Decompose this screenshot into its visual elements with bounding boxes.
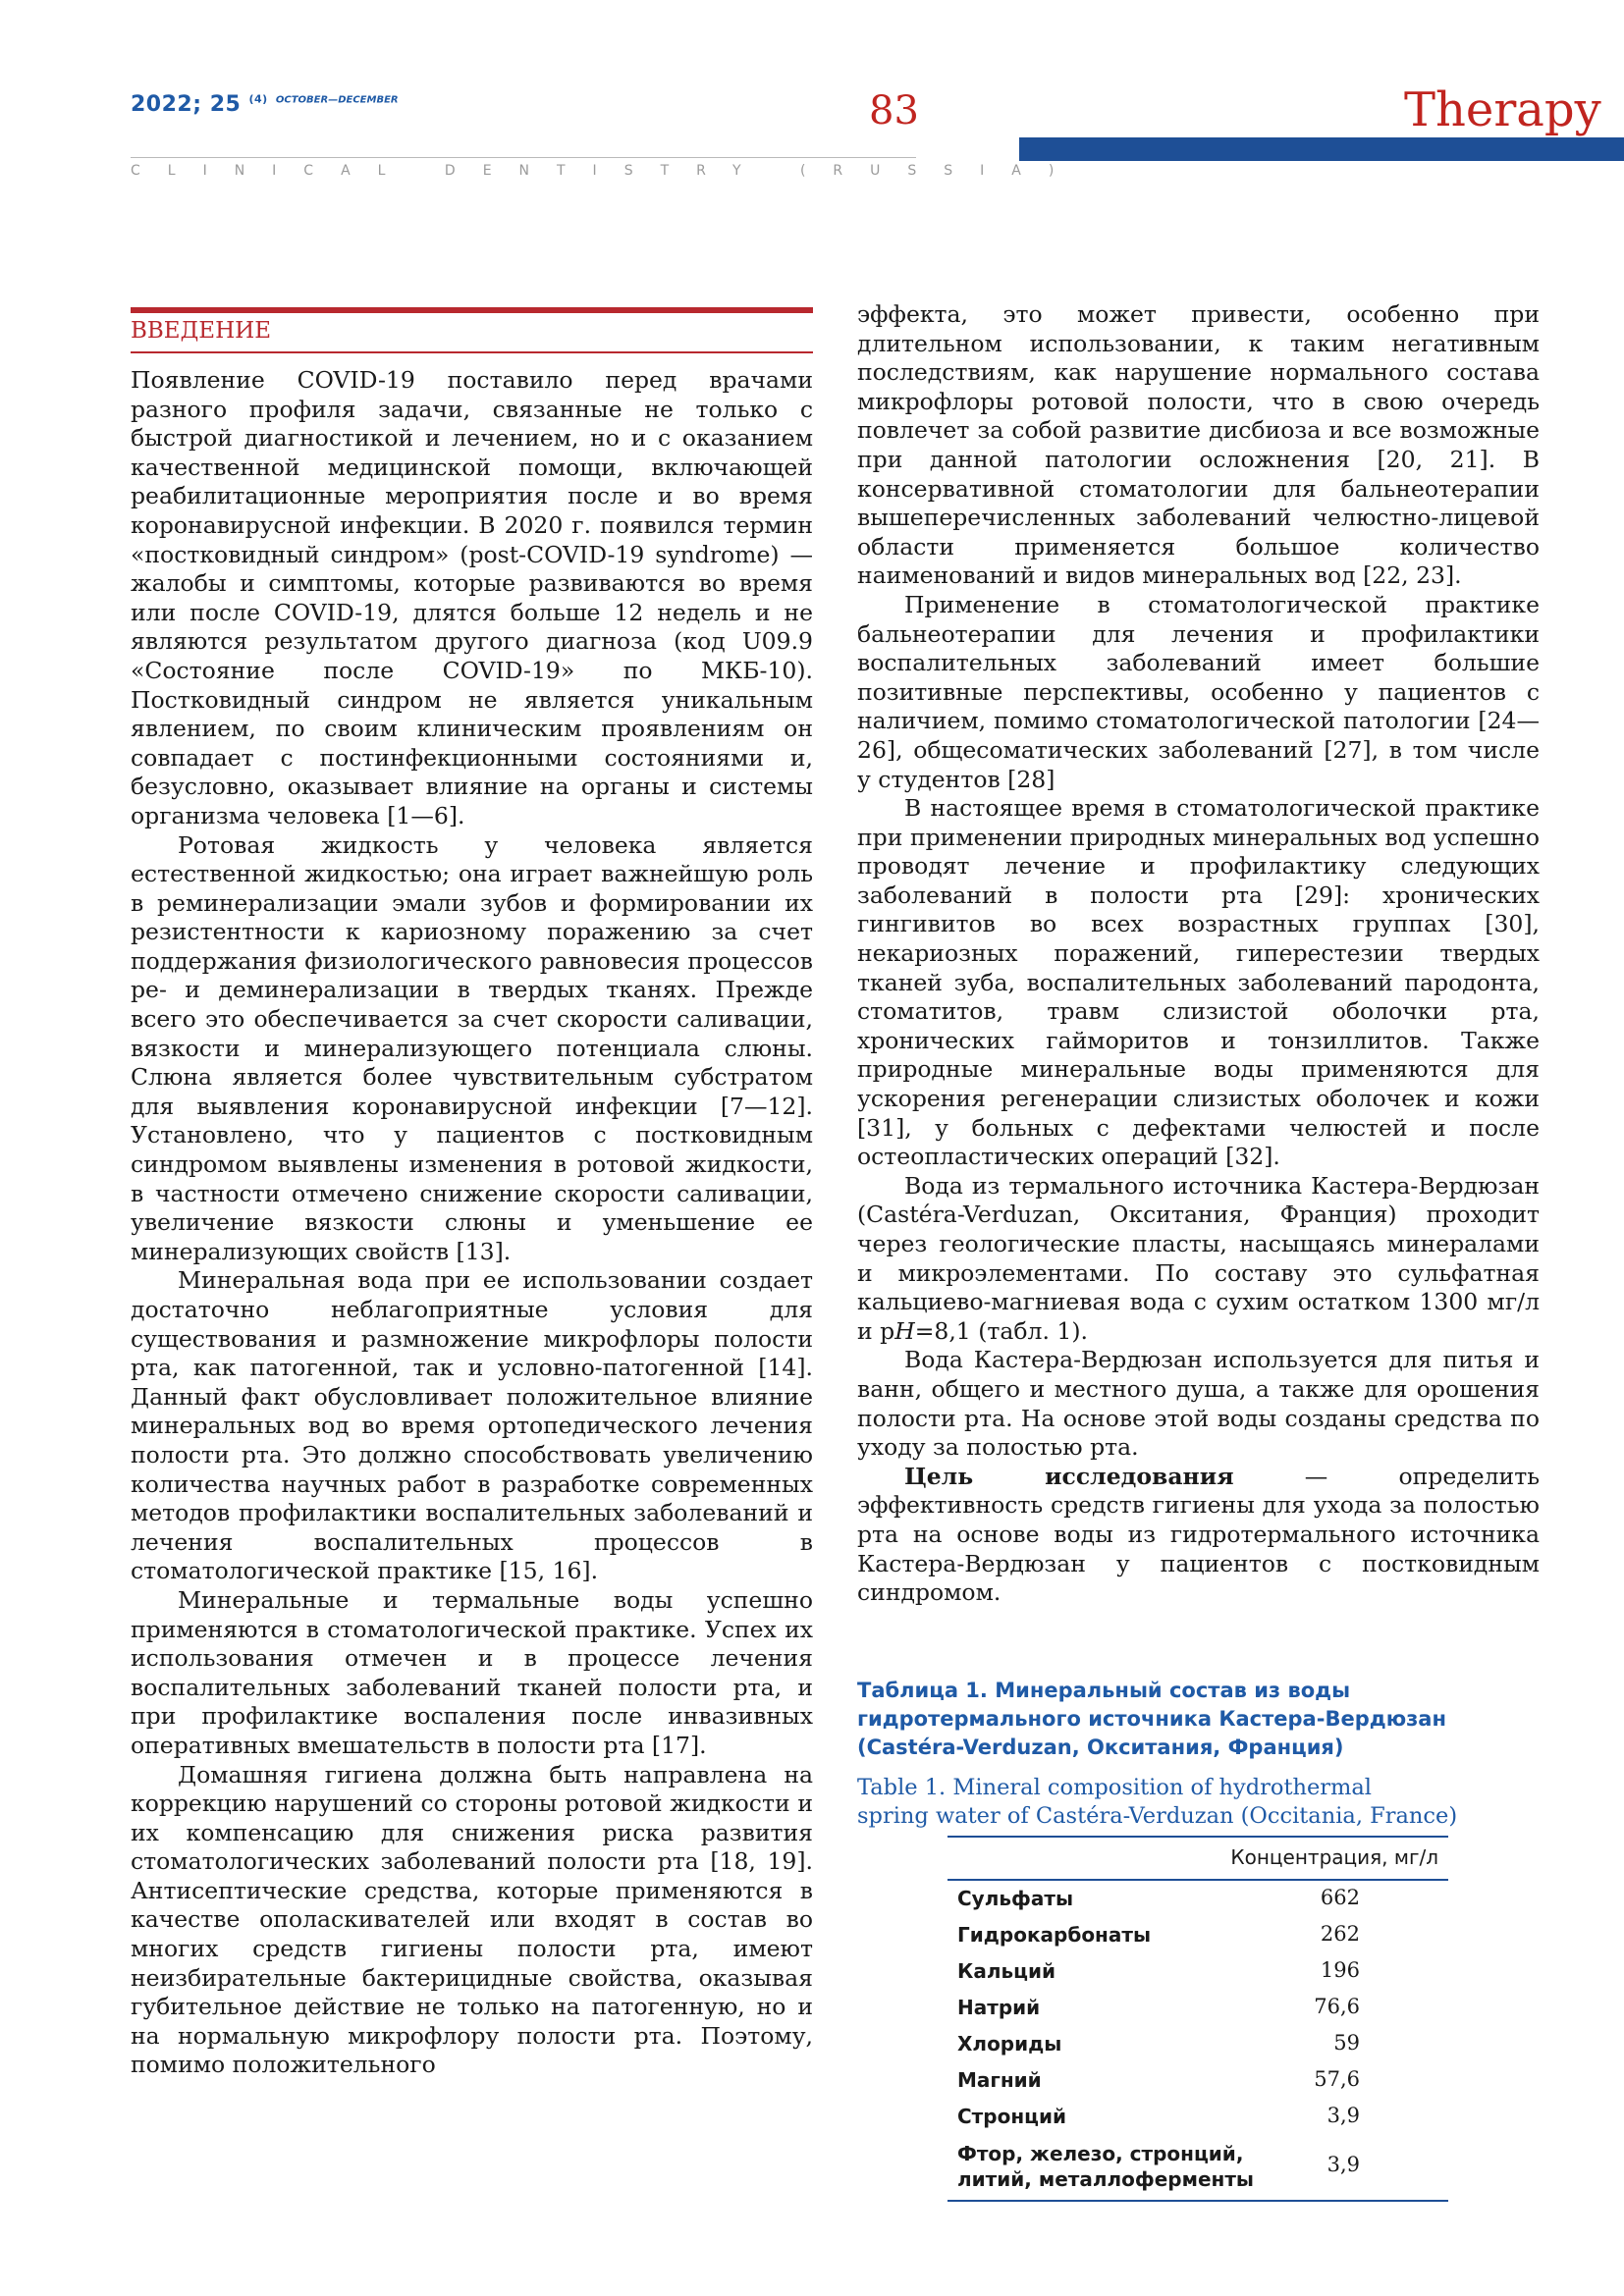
row-value: 76,6: [1314, 1995, 1360, 2018]
paragraph: Домашняя гигиена должна быть направлена на коррекцию нарушений со стороны ротовой жидкости и их компенсацию для снижения риска развития стоматологических заболеваний полости рта [18, 19]. Антисептические средства, которые применяются в качестве ополаскивателей или входят в состав во многих средств гигиены полости рта, имеют неизбирательные бактерицидные свойства, оказывая губительное действие не только на патогенную, но и на нормальную микрофлору полости рта. Поэтому, помимо положительного: [131, 1760, 813, 2079]
paragraph: Ротовая жидкость у человека является естественной жидкостью; она играет важнейшую роль в реминерализации эмали зубов и формировании их резистентности к кариозному поражению за счет поддержания физиологического равновесия процессов ре- и деминерализации в твердых тканях. Прежде всего это обеспечивается за счет скорости саливации, вязкости и минерализующего потенциала слюны. Слюна является более чувствительным субстратом для выявления коронавирусной инфекции [7—12]. Установлено, что у пациентов с постковидным синдромом выявлены изменения в ротовой жидкости, в частности отмечено снижение скорости саливации, увеличение вязкости слюны и уменьшение ее минерализующих свойств [13].: [131, 830, 813, 1265]
table-row: [947, 2062, 1448, 2099]
paragraph: В настоящее время в стоматологической практике при применении природных минеральных вод успешно проводят лечение и профилактику следующих заболеваний в полости рта [29]: хронических гингивитов во всех возрастных группах [30], некариозных поражений, гиперестезии твердых тканей зуба, воспалительных заболеваний пародонта, стоматитов, травм слизистой оболочки рта, хронических гайморитов и тонзиллитов. Также природные минеральные воды применяются для ускорения регенерации слизистых оболочек и кожи [31], у больных с дефектами челюстей и после остеопластических операций [32].: [857, 794, 1540, 1171]
text-run: =8,1 (табл. 1).: [914, 1316, 1089, 1345]
left-column: [131, 366, 813, 2080]
section-top-rule: [131, 307, 813, 313]
paragraph: Минеральные и термальные воды успешно применяются в стоматологической практике. Успех их использования отмечен и в процессе лечения воспалительных заболеваний тканей полости рта, и при профилактике воспаления после инвазивных оперативных вмешательств в полости рта [17].: [131, 1585, 813, 1759]
header-rule: [131, 157, 916, 158]
row-value: 3,9: [1326, 2153, 1360, 2176]
row-name: Хлориды: [957, 2032, 1062, 2056]
page-number: 83: [869, 88, 919, 133]
paragraph: Вода Кастера-Вердюзан используется для питья и ванн, общего и местного душа, а также для орошения полости рта. На основе этой воды созданы средства по уходу за полостью рта.: [857, 1346, 1540, 1462]
table-row: [947, 1953, 1448, 1990]
text-run: Вода из термального источника Кастера-Вердюзан (Castéra-Verduzan, Окситания, Франция) проходит через геологические пласты, насыщаясь минералами и микроэлементами. По составу это сульфатная кальциево-магниевая вода с сухим остатком 1300 мг/л и р: [857, 1171, 1540, 1345]
row-name: Кальций: [957, 1959, 1056, 1983]
table-row: [947, 2135, 1448, 2202]
aim-label: Цель исследования: [904, 1462, 1234, 1490]
row-name: Сульфаты: [957, 1887, 1074, 1910]
row-name: Натрий: [957, 1996, 1041, 2019]
ph-italic: H: [894, 1316, 915, 1345]
row-name-line: Фтор, железо, стронций,: [957, 2142, 1244, 2165]
table-caption-en: [857, 1774, 1505, 1831]
row-name: [957, 2141, 1254, 2192]
aim-text: — определить эффективность средств гигиены для ухода за полостью рта на основе воды из гидротермального источника Кастера-Вердюзан у пациентов с постковидным синдромом.: [857, 1462, 1541, 1607]
intro-heading: ВВЕДЕНИЕ: [131, 318, 271, 344]
paragraph: Появление COVID-19 поставило перед врачами разного профиля задачи, связанные не только с быстрой диагностикой и лечением, но и с оказанием качественной медицинской помощи, включающей реабилитационные мероприятия после и во время коронавирусной инфекции. В 2020 г. появился термин «постковидный синдром» (post-COVID-19 syndrome) — жалобы и симптомы, которые развиваются во время или после COVID-19, длятся больше 12 недель и не являются результатом другого диагноза (код U09.9 «Состояние после COVID-19» по МКБ-10). Постковидный синдром не является уникальным явлением, по своим клиническим проявлениям он совпадает с постинфекционными состояниями и, безусловно, оказывает влияние на органы и системы организма человека [1—6].: [131, 366, 813, 829]
journal-name: CLINICAL DENTISTRY (RUSSIA): [131, 163, 1082, 179]
issue-number: (4): [248, 92, 268, 106]
table-row: [947, 1917, 1448, 1953]
row-value: 662: [1320, 1886, 1360, 1909]
mineral-table: [947, 1836, 1448, 2202]
row-name-line: литий, металлоферменты: [957, 2167, 1255, 2191]
paragraph: [857, 1172, 1540, 1347]
row-name: Стронций: [957, 2105, 1066, 2128]
row-value: 57,6: [1314, 2067, 1360, 2091]
row-value: 196: [1320, 1958, 1360, 1982]
year-volume: 2022; 25: [131, 92, 242, 117]
table-header: [947, 1836, 1448, 1881]
table-row: [947, 1990, 1448, 2026]
section-title: Therapy: [1404, 82, 1601, 137]
row-name: Гидрокарбонаты: [957, 1923, 1152, 1947]
paragraph: Применение в стоматологической практике бальнеотерапии для лечения и профилактики воспалительных заболеваний имеет большие позитивные перспективы, особенно у пациентов с наличием, помимо стоматологической патологии [24—26], общесоматических заболеваний [27], в том числе у студентов [28]: [857, 590, 1540, 793]
row-value: 59: [1333, 2031, 1360, 2055]
issue-info: [131, 92, 399, 117]
aim-paragraph: [857, 1463, 1540, 1608]
column-header: Концентрация, мг/л: [1230, 1845, 1438, 1869]
paragraph: Минеральная вода при ее использовании создает достаточно неблагоприятные условия для существования и размножение микрофлоры полости рта, как патогенной, так и условно-патогенной [14]. Данный факт обусловливает положительное влияние минеральных вод во время ортопедического лечения полости рта. Это должно способствовать увеличению количества научных работ в разработке современных методов профилактики воспалительных заболеваний и лечения воспалительных процессов в стоматологической практике [15, 16].: [131, 1266, 813, 1585]
table-row: [947, 2026, 1448, 2062]
paragraph: эффекта, это может привести, особенно при длительном использовании, к таким негативным последствиям, как нарушение нормального состава микрофлоры ротовой полости, что в свою очередь повлечет за собой развитие дисбиоза и все возможные при данной патологии осложнения [20, 21]. В консервативной стоматологии для бальнеотерапии вышеперечисленных заболеваний челюстно-лицевой области применяется большое количество наименований и видов минеральных вод [22, 23].: [857, 300, 1540, 590]
issue-months: OCTOBER—DECEMBER: [275, 94, 399, 106]
row-value: 3,9: [1326, 2104, 1360, 2127]
row-value: 262: [1320, 1922, 1360, 1946]
table-caption-ru: Таблица 1. Минеральный состав из воды гидротермального источника Кастера-Вердюзан (Castéra-Verduzan, Окситания, Франция): [857, 1679, 1446, 1759]
section-bar: [1019, 137, 1624, 161]
caption-en-line: Table 1. Mineral composition of hydrothermal: [857, 1775, 1373, 1800]
table-row: [947, 2099, 1448, 2135]
table-row: [947, 1881, 1448, 1917]
row-name: Магний: [957, 2068, 1042, 2092]
section-bottom-rule: [131, 351, 813, 353]
caption-en-line: spring water of Castéra-Verduzan (Occitania, France): [857, 1803, 1458, 1829]
right-column: [857, 300, 1540, 1608]
